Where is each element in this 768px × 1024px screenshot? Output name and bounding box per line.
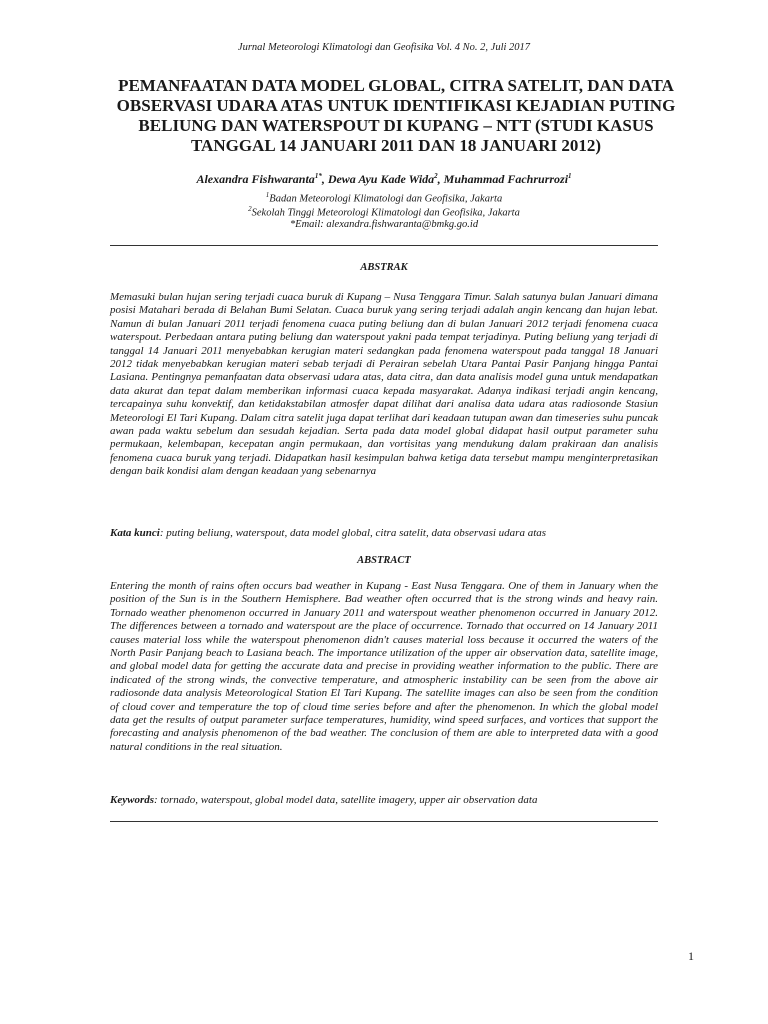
keywords-list: : tornado, waterspout, global model data, satellite imagery, upper air observation data bbox=[154, 794, 538, 806]
kata-kunci bbox=[110, 527, 658, 539]
divider bbox=[110, 821, 658, 822]
keywords-label: Keywords bbox=[110, 794, 154, 806]
author-mark: 2 bbox=[434, 172, 438, 180]
abstrak-text: Memasuki bulan hujan sering terjadi cuaca buruk di Kupang – Nusa Tenggara Timur. Salah satunya bulan Januari dimana posisi Matahari berada di Belahan Bumi Selatan. Cuaca buruk yang sering terjadi adalah angin kencang dan hujan lebat. Namun di bulan Januari 2011 terjadi fenomena cuaca puting beliung dan di bulan Januari 2012 terjadi fenomena cuaca waterspout. Perbedaan antara puting beliung dan waterspout yakni pada tempat terjadinya. Puting beliung yang terjadi di tanggal 14 Januari 2011 menyebabkan kerugian materi sedangkan pada fenomena waterspout pada tanggal 18 Januari 2012 tidak menyebabkan kerugian materi sebab terjadi di Perairan sebelah Utara Pantai Pasir Panjang hingga Pantai Lasiana. Pentingnya pemanfaatan data observasi udara atas, data citra, dan data analisis model guna untuk mendapatkan data akurat dan tepat dalam memberikan informasi cuaca kepada masyarakat. Adanya indikasi terjadi angin kencang, tercapainya suhu konvektif, dan ketidakstabilan atmosfer dapat dilihat dari analisa data udara atas radiosonde Stasiun Meteorologi El Tari Kupang. Dalam citra satelit juga dapat terlihat dari keadaan tutupan awan dan timeseries suhu puncak awan pada waktu sebelum dan sesudah kejadian. Serta pada data model global didapat hasil output parameter suhu permukaan, kelembapan, kecepatan angin permukaan, dan vortisitas yang mendukung dalam prakiraan dan analisis fenomena cuaca buruk yang terjadi. Didapatkan hasil kesimpulan bahwa ketiga data tersebut mampu menginterpretasikan dengan baik kondisi alam dengan keadaan yang sebenarnya bbox=[110, 291, 658, 478]
author-name: Dewa Ayu Kade Wida bbox=[327, 172, 435, 186]
affiliation bbox=[0, 205, 768, 219]
affiliation-mark: 1 bbox=[265, 191, 270, 199]
affiliation bbox=[0, 191, 768, 205]
kata-kunci-label: Kata kunci bbox=[110, 527, 160, 539]
affiliation-text: Badan Meteorologi Klimatologi dan Geofisika, Jakarta bbox=[269, 193, 503, 205]
author-mark: 1 bbox=[568, 172, 572, 180]
kata-kunci-list: : puting beliung, waterspout, data model global, citra satelit, data observasi udara atas bbox=[159, 527, 547, 539]
page-number: 1 bbox=[688, 949, 694, 963]
affiliation-mark: 2 bbox=[248, 205, 252, 213]
author-email: *Email: alexandra.fishwaranta@bmkg.go.id bbox=[289, 219, 479, 230]
paper-title: PEMANFAATAN DATA MODEL GLOBAL, CITRA SATELIT, DAN DATA OBSERVASI UDARA ATAS UNTUK IDENTIFIKASI KEJADIAN PUTING BELIUNG DAN WATERSPOUT DI KUPANG – NTT (STUDI KASUS TANGGAL 14 JANUARI 2011 DAN 18 JANUARI 2012) bbox=[116, 76, 676, 155]
author-mark: 1* bbox=[314, 172, 322, 180]
author-name: Alexandra Fishwaranta bbox=[196, 172, 315, 186]
abstract-text: Entering the month of rains often occurs bad weather in Kupang - East Nusa Tenggara. One of them in January when the position of the Sun is in the Southern Hemisphere. Bad weather often occurred that is the strong winds and heavy rain. Tornado weather phenomenon occurred in January 2011 and waterspout weather phenomenon occurred in January 2012. The differences between a tornado and waterspout are the place of occurrence. Tornado that occurred on 14 January 2011 causes material loss while the waterspout phenomenon didn't causes material loss because it occurred the waters of the North Pasir Panjang beach to Lasiana beach. The importance utilization of the upper air observation data, satellite image, and global model data for getting the accurate data and precise in providing weather information to the public. There are indicated of the strong winds, the convective temperature, and atmospheric instability can be seen from the above air radiosonde data analysis Meteorological Station El Tari Kupang. The satellite images can also be seen from the condition of cloud cover and temperature the top of cloud time series before and after the phenomenon. In which the global model data get the results of output parameter surface temperatures, humidity, wind speed surfaces, and vortices that support the forecasting and analysis phenomenon of the bad weather. The conclusion of them are able to interpreted data with a good natural conditions in the real situation. bbox=[110, 580, 658, 753]
keywords bbox=[110, 794, 658, 806]
divider bbox=[110, 245, 658, 246]
abstrak-heading: ABSTRAK bbox=[360, 262, 408, 273]
author-list: Alexandra Fishwaranta$^{1*}$, Dewa Ayu Kade Wida$^2$, Muhammad Fachrurrozi$^1$ bbox=[196, 172, 572, 186]
abstract-heading: ABSTRACT bbox=[357, 555, 411, 566]
author-name: Muhammad Fachrurrozi bbox=[443, 172, 569, 186]
journal-header: Jurnal Meteorologi Klimatologi dan Geofisika Vol. 4 No. 2, Juli 2017 bbox=[237, 42, 531, 53]
affiliation-text: Sekolah Tinggi Meteorologi Klimatologi dan Geofisika, Jakarta bbox=[251, 207, 520, 219]
